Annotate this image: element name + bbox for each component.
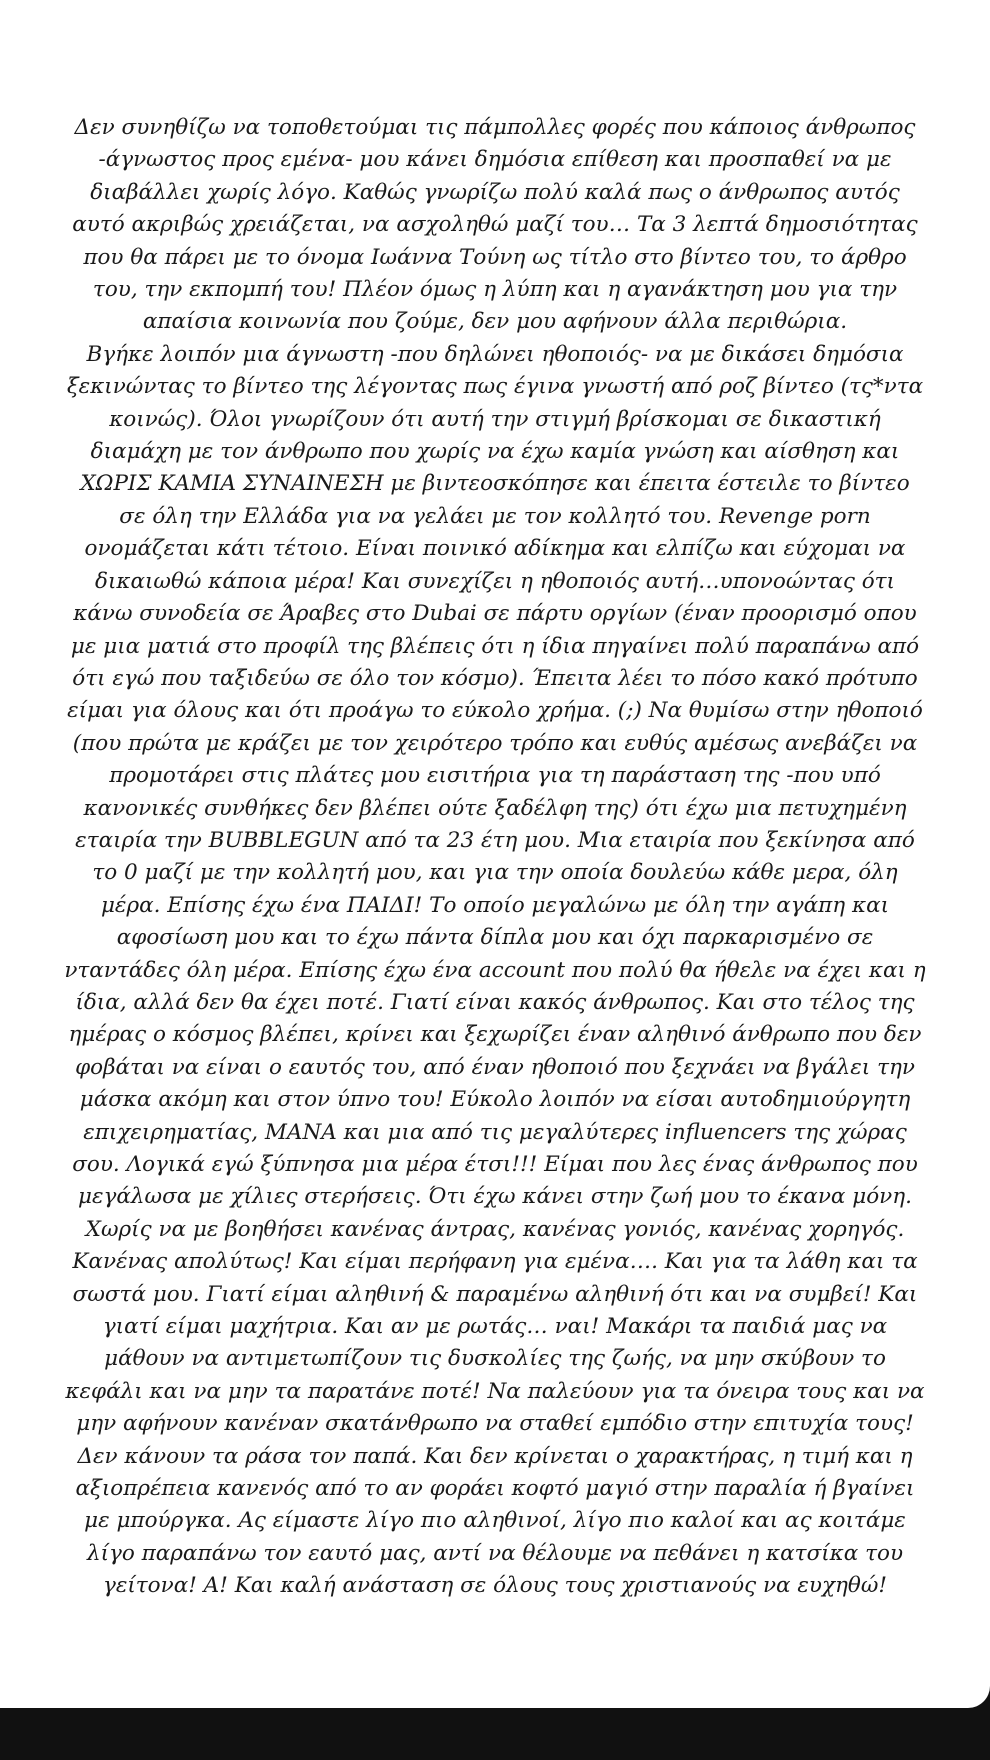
story-paragraph-1: Δεν συνηθίζω να τοποθετούμαι τις πάμπολλες φορές που κάποιος άνθρωπος -άγνωστος προς εμένα- μου κάνει δημόσια επίθεση και προσπαθεί να με διαβάλλει χωρίς λόγο. Καθώς γνωρίζω πολύ καλά πως ο άνθρωπος αυτός αυτό ακριβώς χρειάζεται, να ασχοληθώ μαζί του… Τα 3 λεπτά δημοσιότητας που θα πάρει με το όνομα Ιωάννα Τούνη ως τίτλο στο βίντεο του, το άρθρο του, την εκπομπή του! Πλέον όμως η λύπη και η αγανάκτηση μου για την απαίσια κοινωνία που ζούμε, δεν μου αφήνουν άλλα περιθώρια.: [72, 115, 918, 335]
bottom-frame-bar: [0, 1708, 990, 1760]
story-paragraph-2: Βγήκε λοιπόν μια άγνωστη -που δηλώνει ηθοποιός- να με δικάσει δημόσια ξεκινώντας το βίντεο της λέγοντας πως έγινα γνωστή από ροζ βίντεο (τς*ντα κοινώς). Όλοι γνωρίζουν ότι αυτή την στιγμή βρίσκομαι σε δικαστική διαμάχη με τον άνθρωπο που χωρίς να έχω καμία γνώση και αίσθηση και ΧΩΡΙΣ ΚΑΜΙΑ ΣΥΝΑΙΝΕΣΗ με βιντεοσκόπησε και έπειτα έστειλε το βίντεο σε όλη την Ελλάδα για να γελάει με τον κολλητό του. Revenge porn ονομάζεται κάτι τέτοιο. Είναι ποινικό αδίκημα και ελπίζω και εύχομαι να δικαιωθώ κάποια μέρα! Και συνεχίζει η ηθοποιός αυτή…υπονοώντας ότι κάνω συνοδεία σε Άραβες στο Dubai σε πάρτυ οργίων (έναν προορισμό οπου με μια ματιά στο προφίλ της βλέπεις ότι η ίδια πηγαίνει πολύ παραπάνω από ότι εγώ που ταξιδεύω σε όλο τον κόσμο). Έπειτα λέει το πόσο κακό πρότυπο είμαι για όλους και ότι προάγω το εύκολο χρήμα. (;) Να θυμίσω στην ηθοποιό (που πρώτα με κράζει με τον χειρότερο τρόπο και ευθύς αμέσως ανεβάζει να προμοτάρει στις πλάτες μου εισιτήρια για τη παράσταση της -που υπό κανονικές συνθήκες δεν βλέπει ούτε ξαδέλφη της) ότι έχω μια πετυχημένη εταιρία την BUBBLEGUN από τα 23 έτη μου. Μια εταιρία που ξεκίνησα από το 0 μαζί με την κολλητή μου, και για την οποία δουλεύω κάθε μερα, όλη μέρα. Επίσης έχω ένα ΠΑΙΔΙ! Το οποίο μεγαλώνω με όλη την αγάπη και αφοσίωση μου και το έχω πάντα δίπλα μου και όχι παρκαρισμένο σε νταντάδες όλη μέρα. Επίσης έχω ένα account που πολύ θα ήθελε να έχει και η ίδια, αλλά δεν θα έχει ποτέ. Γιατί είναι κακός άνθρωπος. Και στο τέλος της ημέρας ο κόσμος βλέπει, κρίνει και ξεχωρίζει έναν αληθινό άνθρωπο που δεν φοβάται να είναι ο εαυτός του, από έναν ηθοποιό που ξεχνάει να βγάλει την μάσκα ακόμη και στον ύπνο του! Εύκολο λοιπόν να είσαι αυτοδημιούργητη επιχειρηματίας, ΜΑΝΑ και μια από τις μεγαλύτερες influencers της χώρας σου. Λογικά εγώ ξύπνησα μια μέρα έτσι!!! Είμαι που λες ένας άνθρωπος που μεγάλωσα με χίλιες στερήσεις. Ότι έχω κάνει στην ζωή μου το έκανα μόνη. Χωρίς να με βοηθήσει κανένας άντρας, κανένας γονιός, κανένας χορηγός. Κανένας απολύτως! Και είμαι περήφανη για εμένα…. Και για τα λάθη και τα σωστά μου. Γιατί είμαι αληθινή & παραμένω αληθινή ότι και να συμβεί! Και γιατί είμαι μαχήτρια. Και αν με ρωτάς… ναι! Μακάρι τα παιδιά μας να μάθουν να αντιμετωπίζουν τις δυσκολίες της ζωής, να μην σκύβουν το κεφάλι και να μην τα παρατάνε ποτέ! Να παλεύουν για τα όνειρα τους και να μην αφήνουν κανέναν σκατάνθρωπο να σταθεί εμπόδιο στην επιτυχία τους! Δεν κάνουν τα ράσα τον παπά. Και δεν κρίνεται ο χαρακτήρας, η τιμή και η αξιοπρέπεια κανενός από το αν φοράει κοφτό μαγιό στην παραλία ή βγαίνει με μπούργκα. Ας είμαστε λίγο πιο αληθινοί, λίγο πιο καλοί και ας κοιτάμε λίγο παραπάνω τον εαυτό μας, αντί να θέλουμε να πεθάνει η κατσίκα του γείτονα! Α! Και καλή ανάσταση σε όλους τους χριστιανούς να ευχηθώ!: [64, 341, 926, 1599]
story-text-block: [64, 112, 926, 1603]
